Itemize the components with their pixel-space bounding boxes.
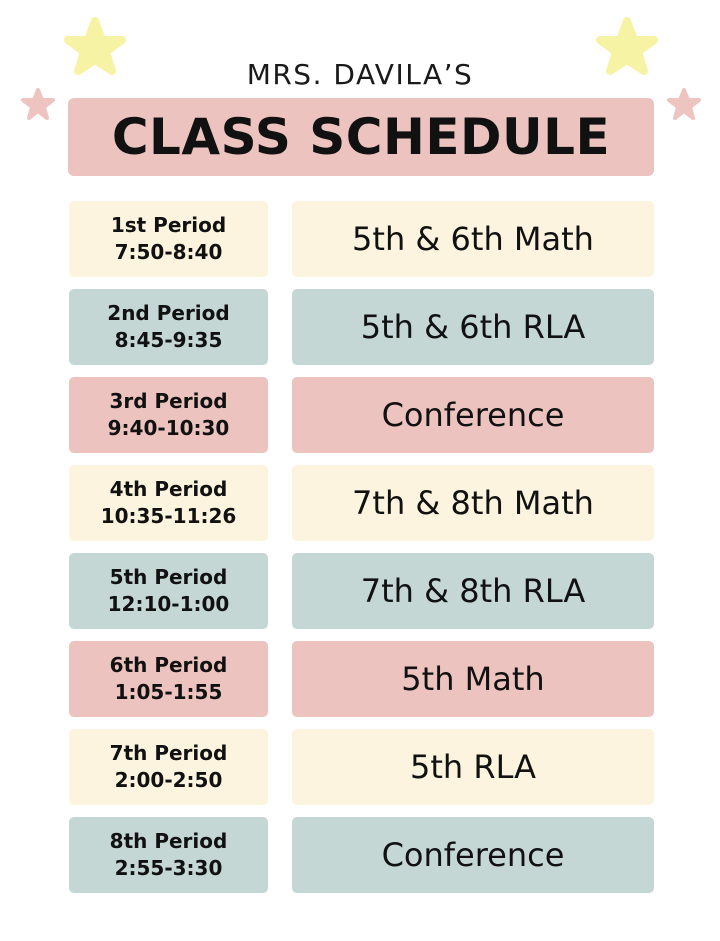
period-time: 9:40-10:30	[107, 416, 230, 440]
subject-cell	[292, 729, 654, 805]
schedule-row	[0, 289, 720, 365]
period-time: 7:50-8:40	[114, 240, 223, 264]
subject-cell	[292, 289, 654, 365]
subject-label: Conference	[381, 396, 565, 434]
period-cell	[69, 201, 268, 277]
schedule-row	[0, 817, 720, 893]
period-time: 2:00-2:50	[114, 768, 223, 792]
period-time: 1:05-1:55	[114, 680, 223, 704]
subject-label: 7th & 8th Math	[352, 484, 594, 522]
subject-cell	[292, 377, 654, 453]
period-label: 1st Period	[110, 213, 227, 237]
schedule-row	[0, 465, 720, 541]
subject-label: Conference	[381, 836, 565, 874]
period-label: 4th Period	[109, 477, 228, 501]
period-label: 7th Period	[109, 741, 228, 765]
schedule-row	[0, 553, 720, 629]
period-time: 12:10-1:00	[107, 592, 230, 616]
schedule-row	[0, 377, 720, 453]
schedule-row	[0, 201, 720, 277]
period-time: 2:55-3:30	[114, 856, 223, 880]
subject-label: 7th & 8th RLA	[360, 572, 586, 610]
subject-cell	[292, 553, 654, 629]
schedule-row	[0, 641, 720, 717]
subject-cell	[292, 641, 654, 717]
period-cell	[69, 817, 268, 893]
period-label: 8th Period	[109, 829, 228, 853]
period-label: 5th Period	[109, 565, 228, 589]
subject-cell	[292, 465, 654, 541]
subject-label: 5th Math	[401, 660, 545, 698]
schedule-row	[0, 729, 720, 805]
period-cell	[69, 553, 268, 629]
period-label: 6th Period	[109, 653, 228, 677]
period-time: 8:45-9:35	[114, 328, 223, 352]
period-cell	[69, 377, 268, 453]
period-label: 2nd Period	[107, 301, 230, 325]
subject-label: 5th & 6th RLA	[360, 308, 586, 346]
period-cell	[69, 465, 268, 541]
period-cell	[69, 729, 268, 805]
period-cell	[69, 289, 268, 365]
period-cell	[69, 641, 268, 717]
page-title: CLASS SCHEDULE	[111, 108, 611, 166]
subject-label: 5th & 6th Math	[352, 220, 594, 258]
subject-label: 5th RLA	[409, 748, 537, 786]
subject-cell	[292, 817, 654, 893]
period-label: 3rd Period	[109, 389, 228, 413]
teacher-name: MRS. DAVILA’S	[246, 58, 474, 91]
subject-cell	[292, 201, 654, 277]
period-time: 10:35-11:26	[100, 504, 237, 528]
